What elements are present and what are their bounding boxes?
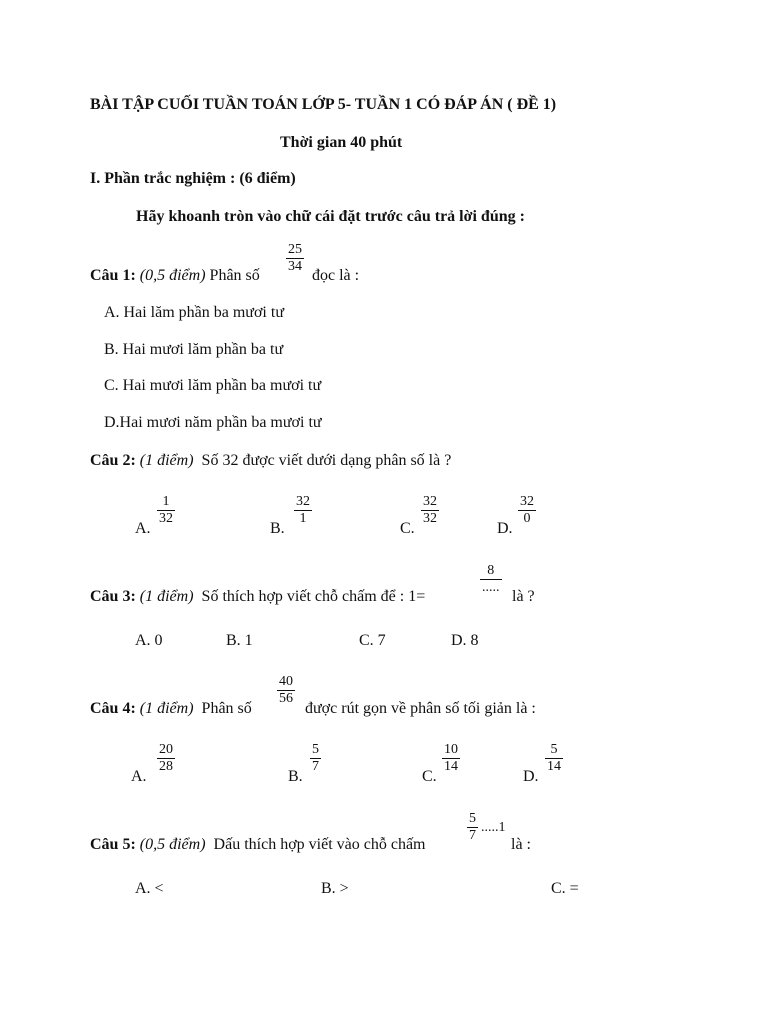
question-label: Câu 2: [90,452,136,469]
q4-option-d-letter[interactable]: D. [523,768,539,785]
q2-option-a-fraction[interactable] [157,494,175,527]
q4-option-a-fraction[interactable] [157,742,175,775]
fraction-numerator: 5 [545,742,563,759]
fraction-numerator: 20 [159,742,173,757]
q1-option-d[interactable]: D.Hai mươi năm phần ba mươi tư [104,414,322,431]
question-4-text-after: được rút gọn về phân số tối giản là : [305,700,536,717]
question-3-fraction [480,563,502,596]
question-points: (1 điểm) [139,452,194,469]
document-title: BÀI TẬP CUỐI TUẦN TOÁN LỚP 5- TUẦN 1 CÓ ĐÁP ÁN ( ĐỀ 1) [90,96,557,113]
q4-option-c-letter[interactable]: C. [422,768,437,785]
fraction-numerator: 32 [423,494,437,509]
fraction-denominator: 32 [423,511,437,526]
question-2 [90,451,451,471]
q2-option-c-letter[interactable]: C. [400,520,415,537]
q5-option-a[interactable]: A. < [135,880,164,897]
comparison-dots: .....1 [481,820,506,835]
question-3-text-after: là ? [512,588,535,605]
fraction-denominator: 14 [547,759,561,774]
q4-option-b-letter[interactable]: B. [288,768,303,785]
question-text: Phân số [201,700,252,717]
fraction-denominator: 28 [159,759,173,774]
question-points: (0,5 điểm) [139,836,206,853]
q2-option-d-letter[interactable]: D. [497,520,513,537]
q4-option-b-fraction[interactable] [310,742,321,775]
q1-option-b[interactable]: B. Hai mươi lăm phần ba tư [104,341,284,358]
fraction-numerator: 5 [469,811,476,826]
q5-option-b[interactable]: B. > [321,880,349,897]
fraction-numerator: 25 [288,242,302,257]
fraction-numerator: 5 [312,742,319,757]
q1-option-a[interactable]: A. Hai lăm phần ba mươi tư [104,304,284,321]
question-1-text-after: đọc là : [312,267,360,284]
question-4-fraction [277,674,295,707]
fraction-denominator: 56 [279,691,293,706]
question-1-fraction [286,242,304,275]
question-label: Câu 4: [90,700,136,717]
q3-option-d[interactable]: D. 8 [451,632,479,649]
q2-option-d-fraction[interactable] [518,494,536,527]
fraction-denominator: 7 [469,828,476,843]
q2-option-b-letter[interactable]: B. [270,520,285,537]
question-points: (1 điểm) [139,700,194,717]
fraction-denominator: 32 [159,511,173,526]
question-text: Số thích hợp viết chỗ chấm để : 1= [201,588,426,605]
fraction-numerator: 8 [480,563,502,580]
q2-option-a-letter[interactable]: A. [135,520,151,537]
fraction-numerator: 1 [157,494,175,511]
q5-option-c[interactable]: C. = [551,880,579,897]
q4-option-c-fraction[interactable] [442,742,460,775]
question-text: Dấu thích hợp viết vào chỗ chấm [213,836,426,853]
question-text: Số 32 được viết dưới dạng phân số là ? [201,452,452,469]
question-label: Câu 3: [90,588,136,605]
question-points: (0,5 điểm) [139,267,206,284]
q3-option-a[interactable]: A. 0 [135,632,163,649]
q1-option-c[interactable]: C. Hai mươi lăm phần ba mươi tư [104,377,322,394]
q3-option-c[interactable]: C. 7 [359,632,386,649]
fraction-numerator: 32 [296,494,310,509]
question-label: Câu 5: [90,836,136,853]
fraction-denominator: 0 [523,511,531,526]
fraction-denominator: 1 [299,511,307,526]
question-points: (1 điểm) [139,588,194,605]
duration-line: Thời gian 40 phút [280,134,403,151]
question-5-text-after: là : [511,836,531,853]
q4-option-d-fraction[interactable] [545,742,563,775]
fraction-denominator: 7 [312,759,319,774]
question-5 [90,835,426,855]
q2-option-b-fraction[interactable] [294,494,312,527]
q2-option-c-fraction[interactable] [421,494,439,527]
question-text: Phân số [209,267,260,284]
question-5-fraction [467,811,478,844]
question-1 [90,266,260,286]
section-heading: I. Phần trắc nghiệm : (6 điểm) [90,170,296,187]
question-3 [90,587,425,607]
fraction-numerator: 32 [520,494,534,509]
question-4 [90,699,252,719]
fraction-denominator: 34 [288,259,302,274]
fraction-denominator: 14 [444,759,458,774]
instruction-line: Hãy khoanh tròn vào chữ cái đặt trước câu trả lời đúng : [136,208,525,225]
fraction-denominator: ..... [482,580,500,595]
question-label: Câu 1: [90,267,136,284]
q4-option-a-letter[interactable]: A. [131,768,147,785]
fraction-numerator: 40 [279,674,293,689]
fraction-numerator: 10 [444,742,458,757]
q3-option-b[interactable]: B. 1 [226,632,253,649]
